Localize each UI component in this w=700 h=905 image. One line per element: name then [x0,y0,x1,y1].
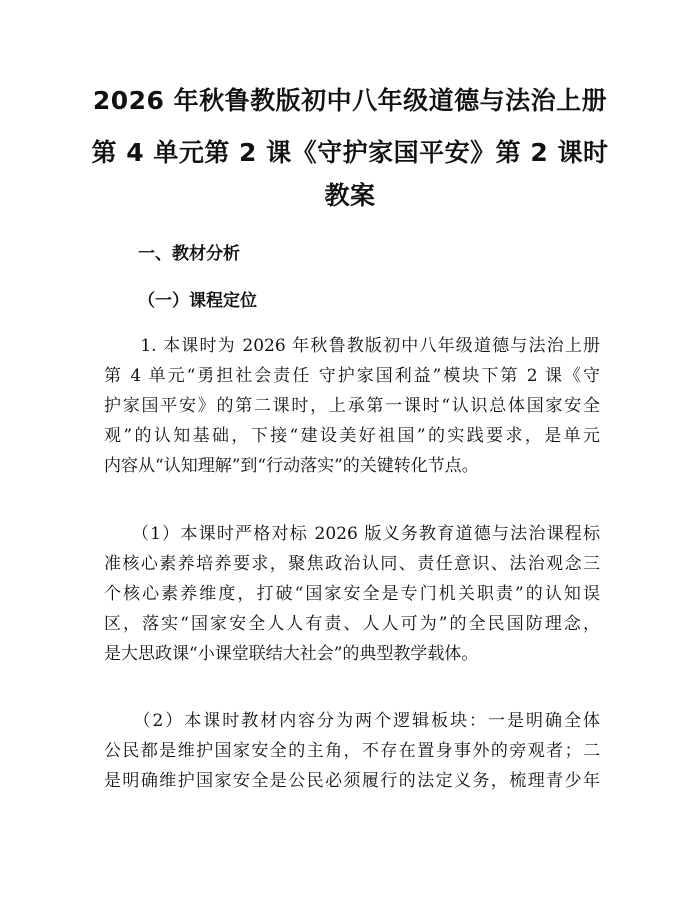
paragraph-line: 准核心素养培养要求，聚焦政治认同、责任意识、法治观念三 [104,554,600,574]
section-heading: 一、教材分析 [138,244,240,264]
paragraph-line: （1）本课时严格对标 2026 版义务教育道德与法治课程标 [104,524,600,544]
paragraph-line: 是明确维护国家安全是公民必须履行的法定义务，梳理青少年 [104,771,600,791]
paragraph-line: 观”的认知基础，下接“建设美好祖国”的实践要求，是单元 [104,426,600,446]
paragraph-line: 护家国平安》的第二课时，上承第一课时“认识总体国家安全 [104,396,600,416]
paragraph-line: 1. 本课时为 2026 年秋鲁教版初中八年级道德与法治上册 [104,336,600,356]
document-title-line-3: 教案 [324,181,376,210]
paragraph-line: 是大思政课“小课堂联结大社会”的典型教学载体。 [104,644,479,664]
paragraph-line: （2）本课时教材内容分为两个逻辑板块：一是明确全体 [104,711,600,731]
paragraph-1 [104,331,600,481]
paragraph-line: 公民都是维护国家安全的主角，不存在置身事外的旁观者；二 [104,741,600,761]
paragraph-2 [104,519,600,669]
paragraph-line: 区，落实“国家安全人人有责、人人可为”的全民国防理念， [104,614,600,634]
paragraph-3 [104,706,600,796]
paragraph-line: 内容从“认知理解”到“行动落实”的关键转化节点。 [104,456,479,476]
document-title-line-1: 2026 年秋鲁教版初中八年级道德与法治上册 [92,86,608,115]
document-title-line-2: 第 4 单元第 2 课《守护家国平安》第 2 课时 [91,138,609,167]
subsection-heading: （一）课程定位 [138,291,257,311]
paragraph-line: 个核心素养维度，打破“国家安全是专门机关职责”的认知误 [104,584,600,604]
paragraph-line: 第 4 单元“勇担社会责任 守护家国利益”模块下第 2 课《守 [104,366,600,386]
